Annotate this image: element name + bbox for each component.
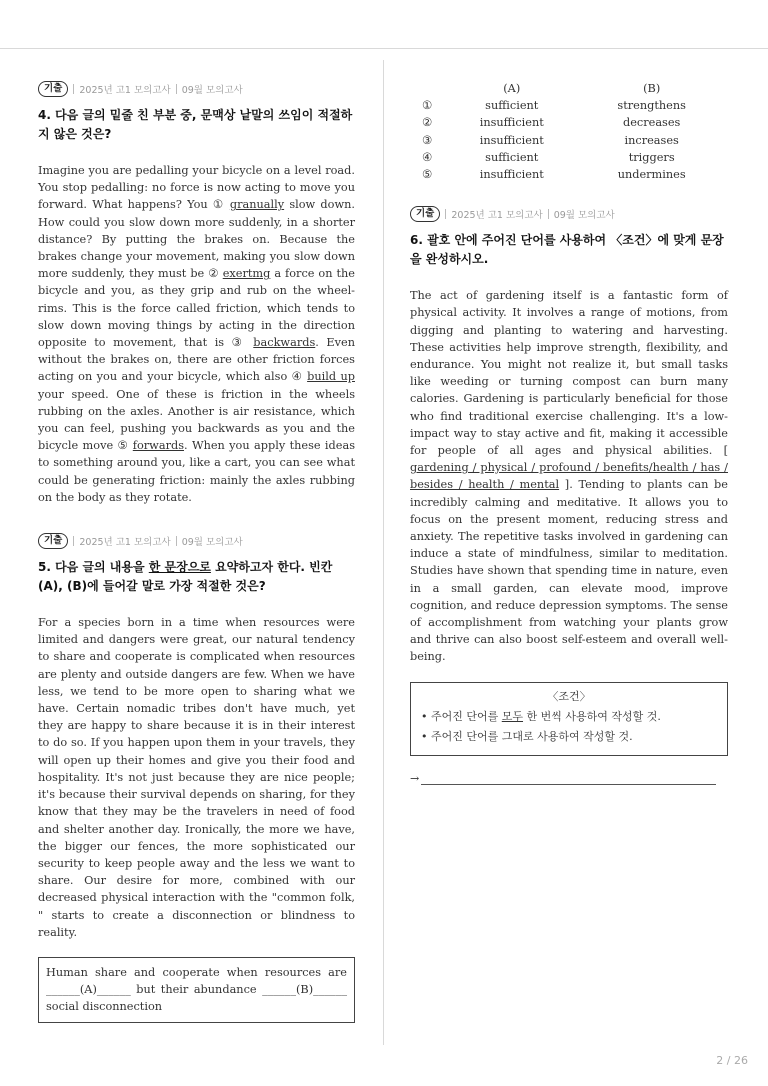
q5-title [38,558,355,596]
passage-text: ]. Tending to plants can be incredibly calming and meditative. It allows you to focus on the present moment, reducing stress and anxiety. The repetitive tasks involved in gardening can induce a state of mindfulness, similar to meditation. Studies have shown that spending time in nature, even in a small garden, can elevate mood, improve cognition, and reduce depression symptoms. The sense of accomplishment from watching your plants grow and thrive can also boost self-esteem and overall well-being. [410,478,728,664]
tag-separator [445,209,446,219]
exam-month: 09월 모의고사 [181,85,243,96]
option-b: triggers [628,150,675,164]
condition-text: 주어진 단어를 그대로 사용하여 작성할 것. [431,729,633,743]
q4-passage [38,162,355,506]
tag-separator [176,84,177,94]
option-b: increases [624,133,679,147]
passage-text: a force on the bicycle and you, as they grip and rub on the wheel-rims. This is the force called friction, which tends to slow down moving things by acting in the direction opposite to movement, that is ③ [38,267,355,350]
option-row [410,114,728,131]
underlined-word: forwards [132,439,184,453]
column-divider [383,60,384,1045]
option-b: undermines [617,168,686,182]
option-a: sufficient [485,99,539,113]
underlined-word: backwards [253,336,316,350]
option-row [410,166,728,183]
header-rule [0,48,768,49]
underlined-word-list: gardening / physical / profound / benefits/health / has / besides / health / mental [410,461,728,492]
option-row [410,149,728,166]
option-row [410,97,728,114]
condition-item [421,727,717,747]
header-b: (B) [643,82,661,95]
option-a: sufficient [485,150,539,164]
exam-source: 2025년 고1 모의고사 [79,85,171,96]
underlined-word: exertmg [222,267,271,281]
passage-text: The act of gardening itself is a fantastic form of physical activity. It involves a range of motions, from digging and planting to watering and harvesting. These activities help improve strength, flexibility, and endurance. You might not realize it, but small tasks like weeding or turning compost can burn many calories. Gardening is particularly beneficial for those who find traditional exercise challenging. It's a low-impact way to stay active and fit, making it accessible for people of all ages and physical abilities. [ [410,289,728,458]
option-number: ⑤ [422,168,433,182]
q6-passage [410,287,728,665]
q5-source-tag [38,532,355,550]
q5-passage: For a species born in a time when resources were limited and dangers were great, our natural tendency to share and cooperate is complicated when resources are plenty and outside dangers are few. When we have less, we tend to be more open to sharing what we have. Certain nomadic tribes don't have much, yet they are happy to share because it is in their interest to do so. If you happen upon them in your travels, they will open up their homes and give you their food and hospitality. It's not just because they are nice people; it's because their survival depends on sharing, for they know that they may be the travelers in need of food and shelter another day. Ironically, the more we have, the bigger our fences, the more sophisticated our security to keep people away and the less we want to share. Our desire for more, combined with our decreased physical interaction with the "common folk, " starts to create a disconnection or blindness to reality. [38,616,355,939]
passage-text: Imagine you are pedalling your bicycle on a level road. You stop pedalling: no force is now acting to move you forward. What happens? You ① [38,164,355,212]
underlined-word: build up [307,370,355,384]
condition-text: 주어진 단어를 [431,709,502,723]
bullet: • [421,709,428,723]
underlined-word: 한 문장으로 [148,560,211,575]
option-number: ② [422,116,433,130]
q4-source-tag [38,80,355,98]
passage-text: . Even without the brakes on, there are other friction forces acting on you and your bicycle, which also ④ [38,336,355,384]
header-a: (A) [503,82,521,95]
q5-summary-box: Human share and cooperate when resources are ______(A)______ but their abundance ______(B)______ social disconnection [38,957,355,1023]
option-b: decreases [622,116,681,130]
q6-title: 6. 괄호 안에 주어진 단어를 사용하여 〈조건〉에 맞게 문장을 완성하시오. [410,233,724,267]
passage-text: . When you apply these ideas to something around you, like a cart, you can see what could be generating friction: mainly the axles rubbing on the body as they rotate. [38,439,355,504]
left-column [38,80,355,1023]
right-column [410,80,728,785]
exam-month: 09월 모의고사 [181,537,243,549]
condition-item [421,707,717,727]
page-number: 2 / 26 [716,1054,748,1067]
option-b: strengthens [617,99,686,113]
answer-line [410,772,728,785]
exam-badge: 기출 [38,533,68,549]
tag-separator [176,536,177,546]
q6-source-tag [410,205,728,223]
option-number: ③ [422,133,433,147]
option-number: ④ [422,150,433,164]
exam-badge: 기출 [410,206,440,222]
conditions-title: 〈조건〉 [547,689,591,703]
answer-blank[interactable] [421,772,716,785]
tag-separator [73,536,74,546]
underlined-word: granually [229,198,285,212]
arrow-icon: → [410,771,420,785]
title-text: 5. 다음 글의 내용을 [38,560,149,575]
option-number: ① [422,99,433,113]
passage-text: your speed. One of these is friction in the wheels rubbing on the axles. Another is air resistance, which you can feel, pushing you backwards as you and the bicycle move ⑤ [38,387,355,453]
exam-source: 2025년 고1 모의고사 [79,537,171,549]
exam-source: 2025년 고1 모의고사 [451,210,543,222]
bullet: • [421,729,428,743]
exam-month: 09월 모의고사 [553,210,615,222]
tag-separator [73,84,74,94]
option-row [410,132,728,149]
exam-badge: 기출 [38,81,68,97]
options-header-row [410,80,728,97]
q5-options-table [410,80,728,183]
option-a: insufficient [479,133,544,147]
tag-separator [548,209,549,219]
passage-text: slow down. How could you slow down more suddenly, in a shorter distance? By putting the brakes on. Because the brakes change your movement, making you slow down more suddenly, they must be ② [38,198,355,281]
underlined-word: 모두 [501,709,524,723]
title-text: 요약하고자 한다. 빈칸 (A), (B)에 들어갈 말로 가장 적절한 것은? [38,560,333,594]
option-a: insufficient [479,116,544,130]
q4-title: 4. 다음 글의 밑줄 친 부분 중, 문맥상 낱말의 쓰임이 적절하지 않은 것은? [38,108,353,141]
option-a: insufficient [479,168,544,182]
condition-text: 한 번씩 사용하여 작성할 것. [523,709,661,723]
conditions-box [410,682,728,756]
